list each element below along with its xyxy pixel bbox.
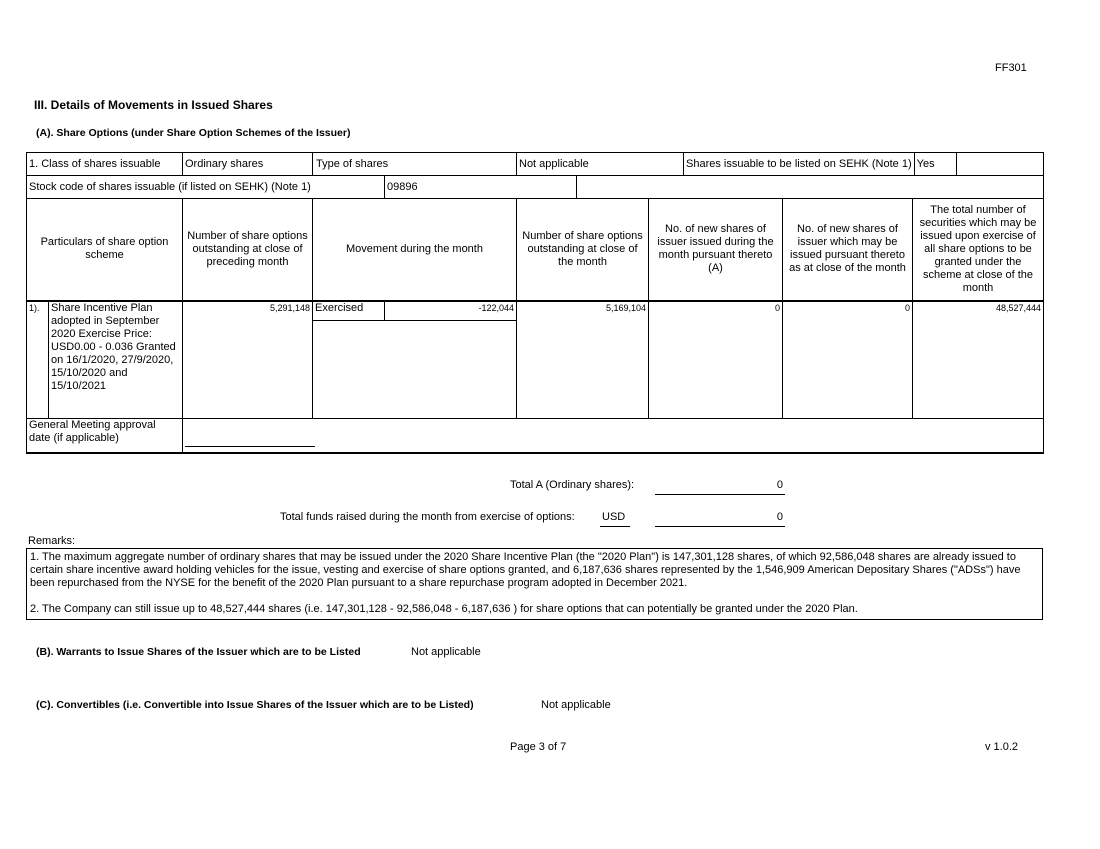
section-title: III. Details of Movements in Issued Shares (34, 98, 273, 112)
class-value: Ordinary shares (183, 153, 313, 176)
class-label: 1. Class of shares issuable (27, 153, 183, 176)
header-particulars: Particulars of share option scheme (27, 199, 183, 301)
movement-value: -122,044 (385, 301, 517, 321)
movement-type: Exercised (313, 301, 385, 321)
scheme-description: Share Incentive Plan adopted in September 2020 Exercise Price: USD0.00 - 0.036 Granted on 16/1/2020, 27/9/2020, 15/10/2020 and 15/10/2021 (49, 301, 183, 419)
header-outstanding-prev: Number of share options outstanding at close of preceding month (183, 199, 313, 301)
subsection-b-title: (B). Warrants to Issue Shares of the Issuer which are to be Listed (36, 646, 361, 658)
movement-table (26, 198, 1044, 454)
funds-currency-underline (600, 526, 630, 527)
funds-label: Total funds raised during the month from exercise of options: (280, 511, 575, 523)
new-issued-value: 0 (649, 301, 783, 419)
remark-1: 1. The maximum aggregate number of ordinary shares that may be issued under the 2020 Share Incentive Plan (the "2020 Plan") is 147,301,128 shares, of which 92,586,048 shares are already issued to certain share incentive award holding vehicles for the issue, vesting and exercise of share options granted, and 6,187,636 shares represented by the 1,546,909 American Depositary Shares ("ADSs") have been repurchased from the NYSE for the benefit of the 2020 Plan pursuant to a share repurchase program adopted in December 2021. (30, 551, 1021, 589)
header-movement: Movement during the month (313, 199, 517, 301)
new-may-issue-value: 0 (783, 301, 913, 419)
total-a-label: Total A (Ordinary shares): (510, 479, 635, 491)
stock-code-value: 09896 (385, 176, 577, 199)
subsection-b-value: Not applicable (411, 646, 481, 658)
page-number: Page 3 of 7 (510, 741, 567, 753)
subsection-a-title: (A). Share Options (under Share Option Schemes of the Issuer) (36, 127, 351, 139)
funds-underline (655, 526, 785, 527)
gm-value-cell (183, 419, 1044, 453)
funds-currency: USD (602, 511, 626, 523)
gm-label: General Meeting approval date (if applicable) (27, 419, 183, 453)
outstanding-close-value: 5,169,104 (517, 301, 649, 419)
header-total-securities: The total number of securities which may be issued upon exercise of all share options to be granted under the scheme at close of the month (913, 199, 1044, 301)
type-label: Type of shares (313, 153, 517, 176)
stock-code-label: Stock code of shares issuable (if listed on SEHK) (Note 1) (27, 176, 385, 199)
listed-label: Shares issuable to be listed on SEHK (Note 1) (684, 153, 915, 176)
total-a-value: 0 (776, 479, 783, 491)
form-code: FF301 (995, 62, 1027, 74)
type-value: Not applicable (517, 153, 684, 176)
total-securities-value: 48,527,444 (913, 301, 1044, 419)
remarks-box (26, 548, 1043, 620)
funds-value: 0 (776, 511, 783, 523)
header-new-may-issue: No. of new shares of issuer which may be issued pursuant thereto as at close of the month (783, 199, 913, 301)
header-outstanding-close: Number of share options outstanding at close of the month (517, 199, 649, 301)
listed-value: Yes (914, 153, 956, 176)
empty-cell (956, 153, 1043, 176)
share-options-table (26, 152, 1044, 199)
header-new-issued: No. of new shares of issuer issued during the month pursuant thereto (A) (649, 199, 783, 301)
movement-blank (313, 321, 517, 419)
subsection-c-title: (C). Convertibles (i.e. Convertible into Issue Shares of the Issuer which are to be Listed) (36, 699, 474, 711)
remark-2: 2. The Company can still issue up to 48,527,444 shares (i.e. 147,301,128 - 92,586,048 - 6,187,636 ) for share options that can potentially be granted under the 2020 Plan. (30, 603, 858, 615)
total-a-underline (655, 494, 785, 495)
remarks-label: Remarks: (28, 535, 76, 547)
outstanding-prev-value: 5,291,148 (183, 301, 313, 419)
subsection-c-value: Not applicable (541, 699, 611, 711)
empty-cell (577, 176, 1044, 199)
version-label: v 1.0.2 (985, 741, 1019, 753)
scheme-index: 1). (27, 301, 49, 419)
